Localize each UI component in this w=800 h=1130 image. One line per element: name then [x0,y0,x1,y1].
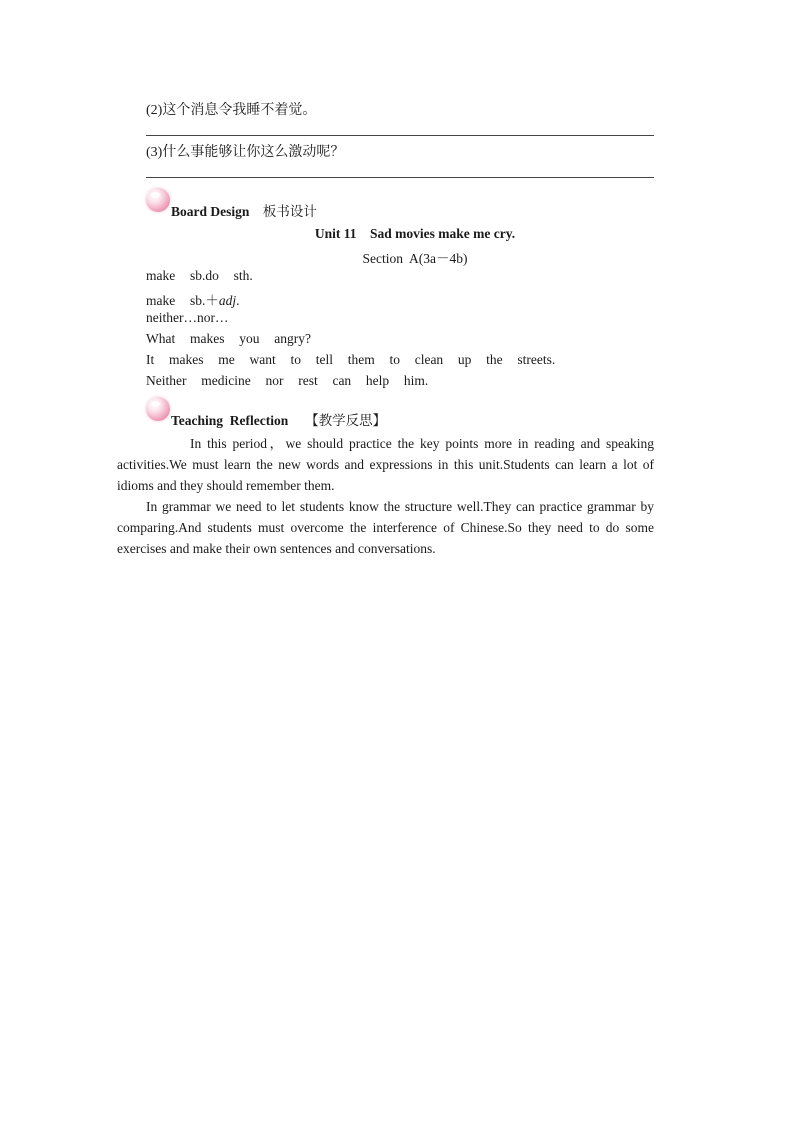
board-line-italic: adj [218,293,237,308]
board-line: What makes you angry? [146,331,311,346]
board-design-heading-cn: 板书设计 [262,204,317,219]
board-line: make sb.do sth. [146,268,253,283]
answer-line-2 [146,135,654,136]
board-line: Neither medicine nor rest can help him. [146,373,429,388]
answer-line-3 [146,177,654,178]
teaching-reflection-heading-cn: 【教学反思】 [305,413,387,428]
question-2: (2)这个消息令我睡不着觉。 [146,103,317,118]
board-line [146,289,240,309]
board-design-heading-en: Board Design [171,204,250,219]
board-line: neither…nor… [146,310,229,325]
reflection-paragraph: In this period，we should practice the key points more in reading and speaking activities.We must learn the new words and expressions in this unit.Students can learn a lot of idioms and they should remember them. [117,436,654,493]
teaching-reflection-heading [171,409,386,429]
board-line: It makes me want to tell them to clean up the streets. [146,352,556,367]
section-title: Section A(3a－4b) [362,251,468,266]
unit-title: Unit 11 Sad movies make me cry. [314,226,516,241]
pearl-bullet-icon [146,397,170,421]
board-line-suffix: . [236,293,240,308]
teaching-reflection-heading-en: Teaching Reflection [171,413,289,428]
pearl-bullet-icon [146,188,170,212]
reflection-paragraph: In grammar we need to let students know the structure well.They can practice grammar by comparing.And students must overcome the interference of Chinese.So they need to do some exercises and make their own sentences and conversations. [117,499,654,556]
board-line-text: make sb.＋ [146,293,219,308]
board-design-heading [171,200,317,220]
question-3: (3)什么事能够让你这么激动呢？ [146,145,345,160]
